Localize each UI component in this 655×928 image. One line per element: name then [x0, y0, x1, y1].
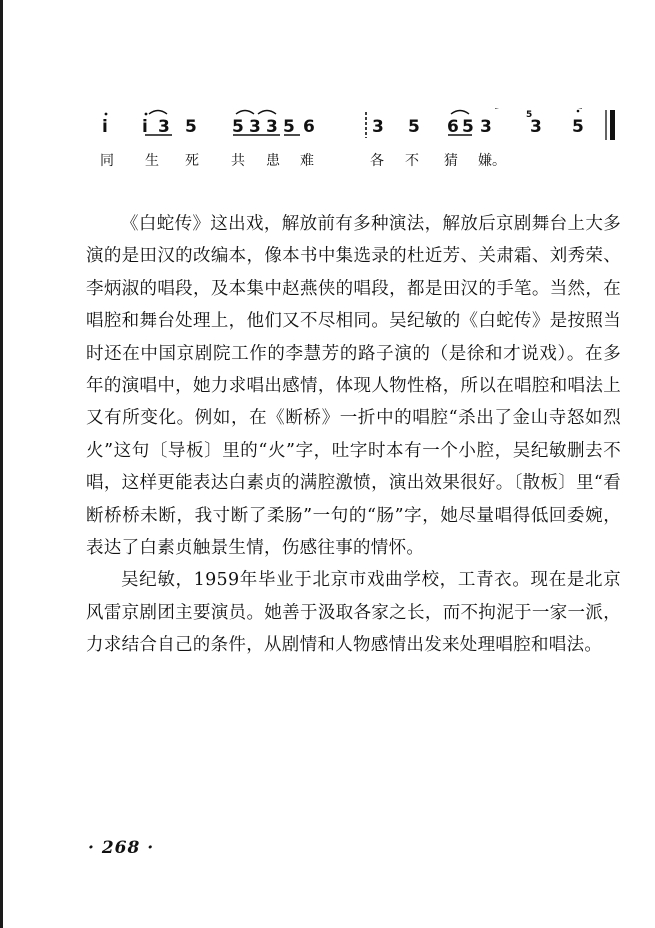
lyric-6: 难: [300, 153, 314, 169]
jianpu-score: [100, 108, 620, 178]
lyric-9: 猜: [444, 153, 458, 169]
note-10: 3: [372, 117, 384, 137]
note-5: 5: [232, 117, 244, 137]
paragraph-2: 吴纪敏，1959年毕业于北京市戏曲学校，工青衣。现在是北京风雷京剧团主要演员。她善于汲取各家之长，而不拘泥于一家一派，力求结合自己的条件，从剧情和人物感情出发来处理唱腔和唱法。: [86, 570, 621, 656]
page-number: · 268 ·: [88, 838, 155, 858]
paragraph-1: 《白蛇传》这出戏，解放前有多种演法，解放后京剧舞台上大多演的是田汉的改编本，像本书中集选录的杜近芳、关肃霜、刘秀荣、李炳淑的唱段，及本集中赵燕侠的唱段，都是田汉的手笔。当然，在唱腔和舞台处理上，他们又不尽相同。吴纪敏的《白蛇传》是按照当时还在中国京剧院工作的李慧芳的路子演的（是徐和才说戏）。在多年的演唱中，她力求唱出感情，体现人物性格，所以在唱腔和唱法上又有所变化。例如，在《断桥》一折中的唱腔“杀出了金山寺怒如烈火”这句〔导板〕里的“火”字，吐字时本有一个小腔，吴纪敏删去不唱，这样更能表达白素贞的满腔激愤，演出效果很好。〔散板〕里“看断桥桥未断，我寸断了柔肠”一句的“肠”字，她尽量唱得低回委婉，表达了白素贞触景生情，伤感往事的情怀。: [86, 214, 621, 559]
lyric-1: 同: [100, 153, 114, 169]
lyric-5: 患: [266, 153, 280, 169]
note-8: 5: [283, 117, 295, 137]
note-7: 3: [266, 117, 278, 137]
lyric-8: 不: [405, 153, 419, 169]
note-4: 5: [185, 117, 197, 137]
page-left-edge: [0, 0, 3, 928]
lyric-10: 嫌。: [478, 153, 506, 169]
note-2: i: [142, 117, 148, 137]
grace-note: 5: [526, 110, 533, 120]
note-9: 6: [303, 117, 315, 137]
note-15: 3: [530, 117, 542, 137]
note-12: 6: [447, 117, 459, 137]
lyric-3: 死: [185, 153, 199, 169]
note-14: 3: [480, 117, 492, 137]
lyric-2: 生: [145, 153, 159, 169]
score-svg: [100, 108, 620, 178]
body-text: [86, 208, 621, 662]
note-1: i: [102, 117, 108, 137]
note-11: 5: [408, 117, 420, 137]
lyric-4: 共: [231, 153, 245, 169]
note-6: 3: [249, 117, 261, 137]
note-3: 3: [158, 117, 170, 137]
note-13: 5: [462, 117, 474, 137]
note-16: 5: [572, 117, 584, 137]
lyric-7: 各: [370, 153, 384, 169]
